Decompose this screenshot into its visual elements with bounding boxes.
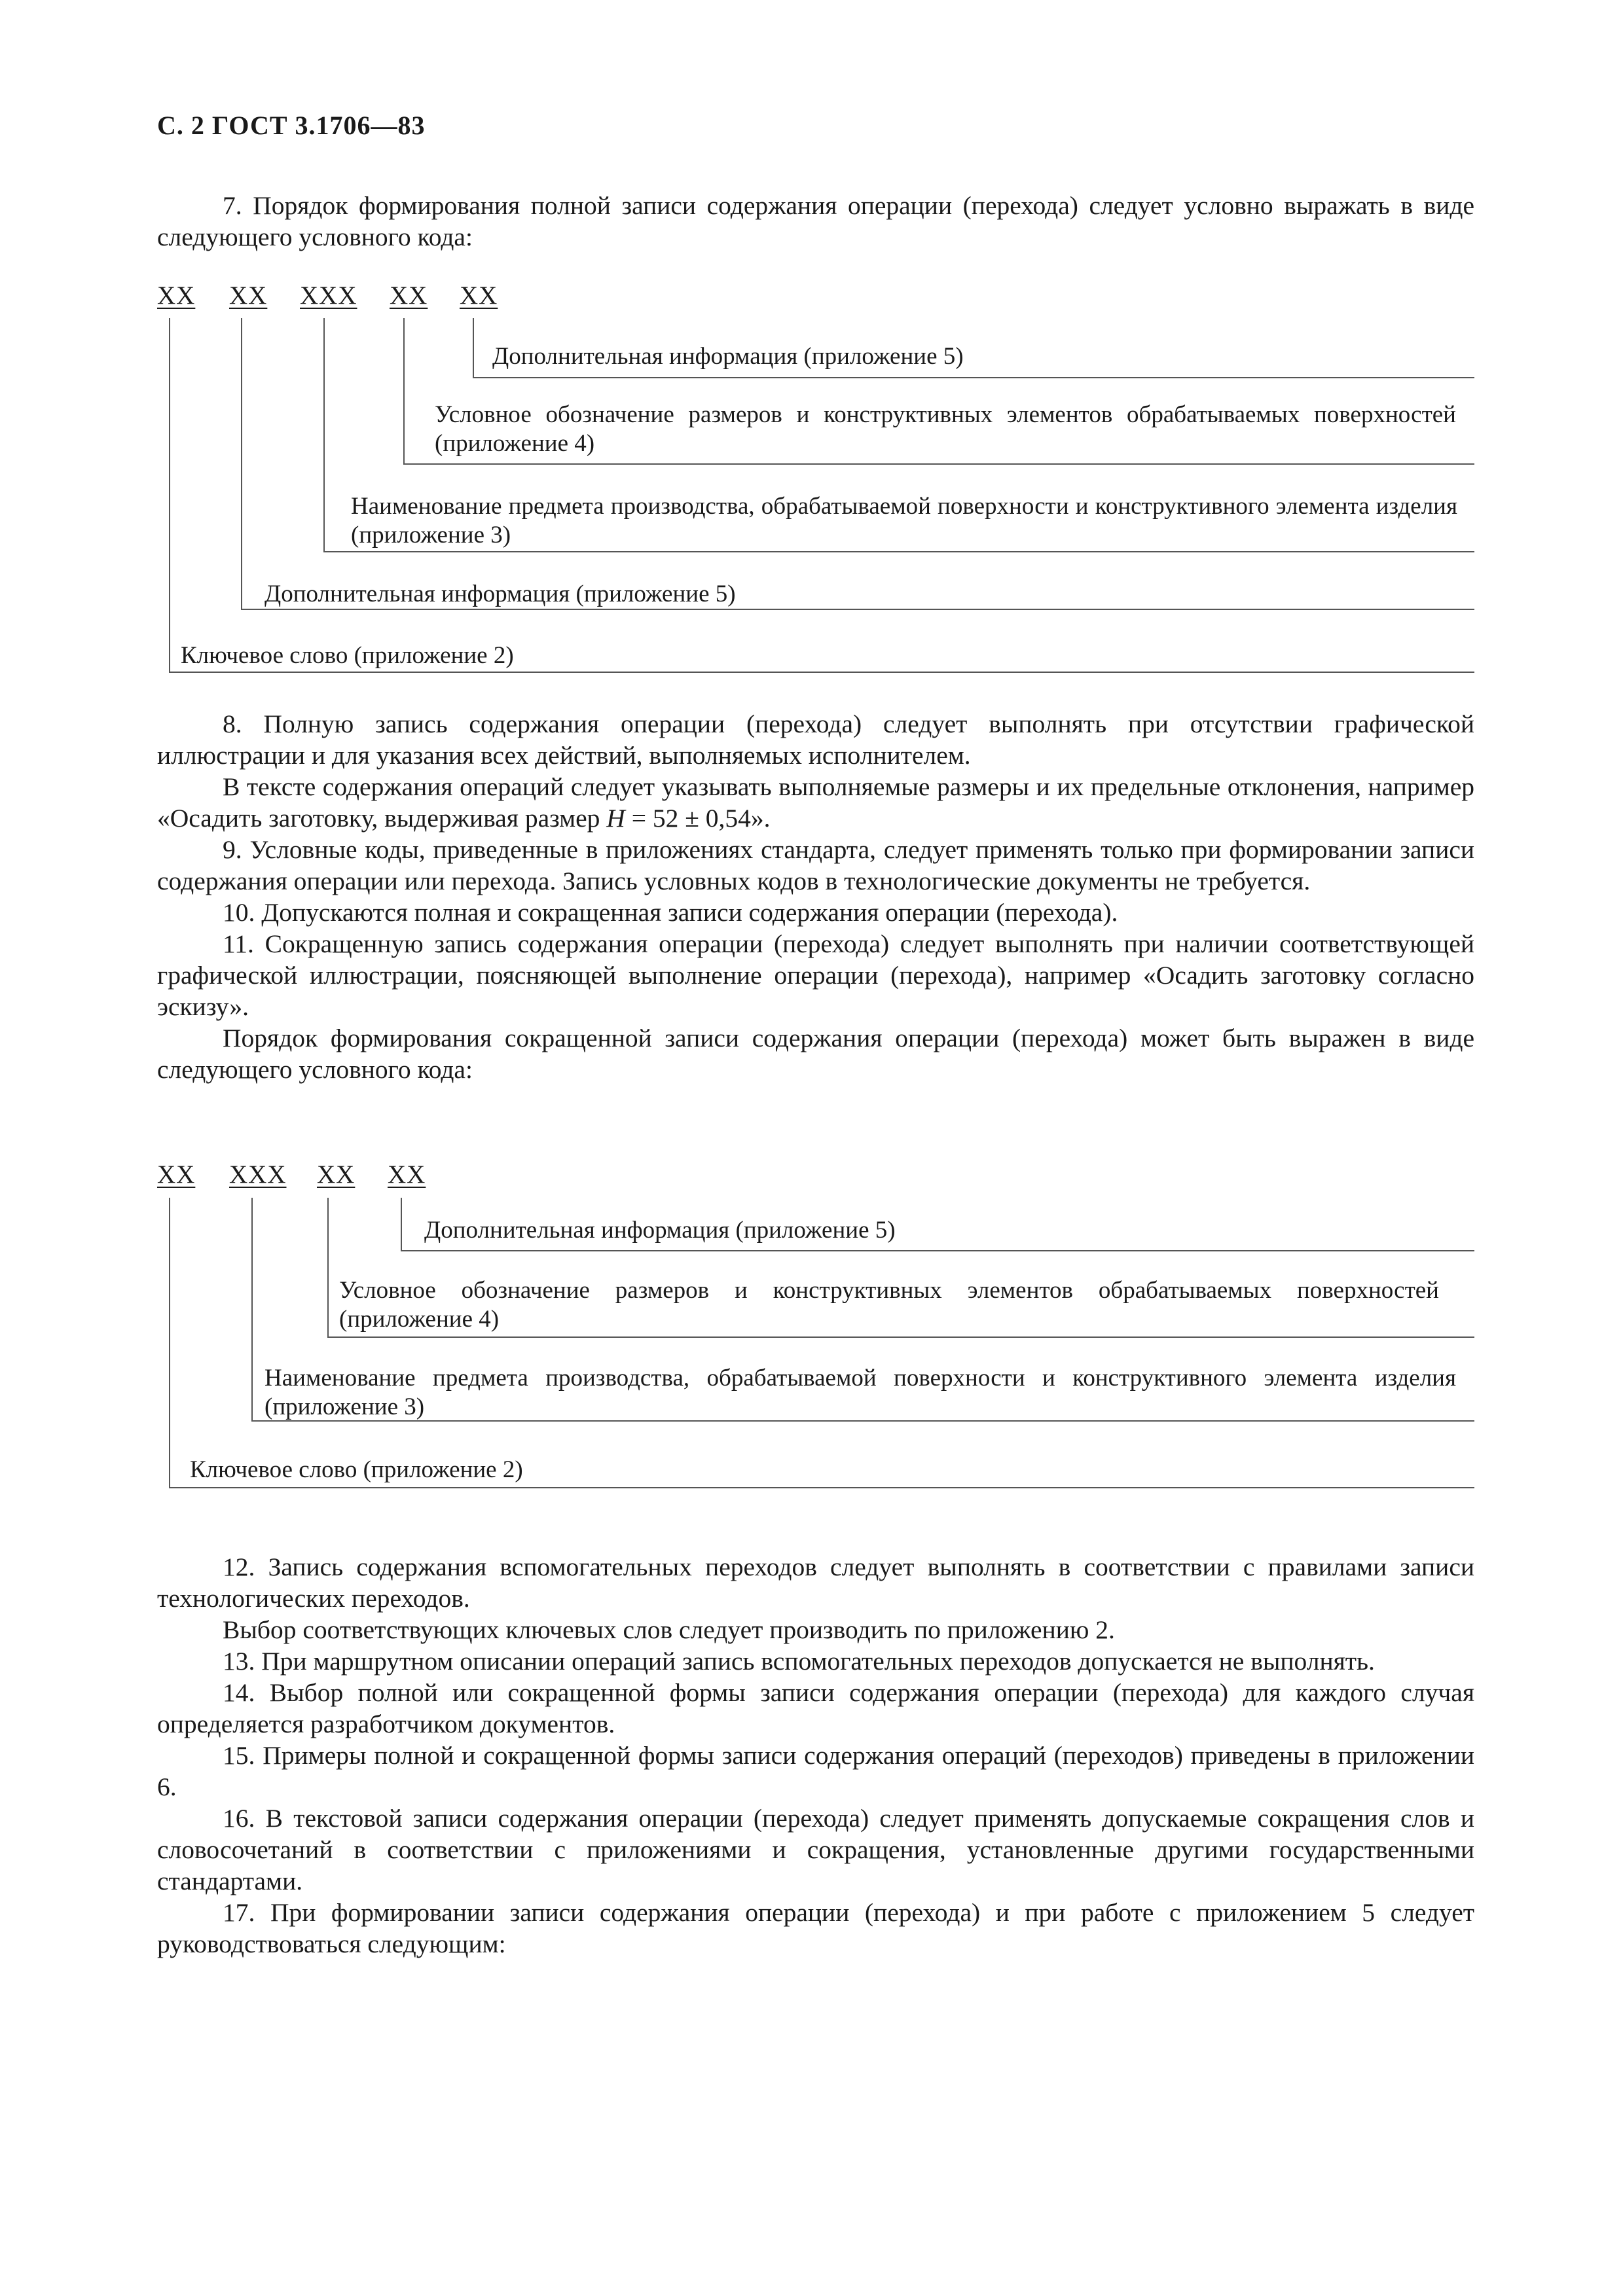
label-dimensions: Условное обозначение размеров и конструктивных элементов обрабатываемых поверхностей (приложение 4) bbox=[435, 401, 1456, 457]
label-additional-info: Дополнительная информация (приложение 5) bbox=[264, 581, 736, 607]
connector-line bbox=[403, 318, 405, 463]
paragraph-8: 8. Полную запись содержания операции (перехода) следует выполнять при отсутствии графической иллюстрации и для указания всех действий, выполняемых исполнителем. bbox=[157, 709, 1474, 770]
code-1: ХХ bbox=[157, 1160, 196, 1189]
paragraph-7-block bbox=[157, 190, 1474, 253]
connector-line bbox=[473, 318, 474, 377]
code-4: ХХ bbox=[388, 1160, 426, 1189]
paragraph-17: 17. При формировании записи содержания операции (перехода) и при работе с приложением 5 следует руководствоваться следующим: bbox=[157, 1898, 1474, 1958]
connector-line bbox=[251, 1198, 253, 1420]
connector-line bbox=[327, 1198, 329, 1336]
code-1: ХХ bbox=[157, 281, 196, 310]
paragraph-15: 15. Примеры полной и сокращенной формы записи содержания операций (переходов) приведены в приложении 6. bbox=[157, 1741, 1474, 1801]
connector-line bbox=[473, 377, 1474, 378]
connector-line bbox=[169, 1487, 1474, 1488]
paragraph-13: 13. При маршрутном описании операций запись вспомогательных переходов допускается не выполнять. bbox=[223, 1647, 1375, 1676]
connector-line bbox=[401, 1198, 402, 1250]
paragraph-12: 12. Запись содержания вспомогательных переходов следует выполнять в соответствии с правилами записи технологических переходов. bbox=[157, 1552, 1474, 1613]
connector-line bbox=[241, 318, 242, 609]
label-additional-info: Дополнительная информация (приложение 5) bbox=[424, 1217, 896, 1244]
code-5: ХХ bbox=[460, 281, 498, 310]
paragraph-7: 7. Порядок формирования полной записи содержания операции (перехода) следует условно выражать в виде следующего условного кода: bbox=[157, 191, 1474, 251]
code-3: ХХХ bbox=[300, 281, 357, 310]
paragraph-8b: В тексте содержания операций следует указывать выполняемые размеры и их предельные отклонения, например «Осадить заготовку, выдерживая размер H = 52 ± 0,54». bbox=[157, 772, 1474, 833]
connector-line bbox=[327, 1336, 1474, 1338]
connector-line bbox=[241, 609, 1474, 610]
connector-line bbox=[403, 463, 1474, 465]
paragraphs-8-11 bbox=[157, 708, 1474, 1085]
connector-line bbox=[401, 1250, 1474, 1251]
code-2: ХХ bbox=[229, 281, 268, 310]
connector-line bbox=[169, 318, 170, 672]
paragraph-11: 11. Сокращенную запись содержания операции (перехода) следует выполнять при наличии соответствующей графической иллюстрации, поясняющей выполнение операции (перехода), например «Осадить заготовку согласно эскизу». bbox=[157, 929, 1474, 1021]
variable-h: H bbox=[606, 804, 625, 833]
connector-line bbox=[169, 1198, 170, 1487]
paragraphs-12-17 bbox=[157, 1551, 1474, 1960]
paragraph-12b: Выбор соответствующих ключевых слов следует производить по приложению 2. bbox=[223, 1615, 1115, 1644]
connector-line bbox=[169, 672, 1474, 673]
page-header: С. 2 ГОСТ 3.1706—83 bbox=[157, 111, 426, 140]
paragraph-10: 10. Допускаются полная и сокращенная записи содержания операции (перехода). bbox=[223, 898, 1118, 927]
paragraph-14: 14. Выбор полной или сокращенной формы записи содержания операции (перехода) для каждого случая определяется разработчиком документов. bbox=[157, 1678, 1474, 1738]
label-additional-info: Дополнительная информация (приложение 5) bbox=[492, 343, 964, 370]
paragraph-16: 16. В текстовой записи содержания операции (перехода) следует применять допускаемые сокращения слов и словосочетаний в соответствии с приложениями и сокращения, установленные другими государственными стандартами. bbox=[157, 1804, 1474, 1895]
connector-line bbox=[323, 318, 325, 551]
label-subject-name: Наименование предмета производства, обрабатываемой поверхности и конструктивного элемента изделия (приложение 3) bbox=[264, 1365, 1456, 1420]
label-subject-name: Наименование предмета производства, обрабатываемой поверхности и конструктивного элемента изделия (приложение 3) bbox=[351, 493, 1457, 548]
label-keyword: Ключевое слово (приложение 2) bbox=[181, 642, 514, 669]
code-2: ХХХ bbox=[229, 1160, 287, 1189]
code-3: ХХ bbox=[317, 1160, 356, 1189]
label-dimensions: Условное обозначение размеров и конструктивных элементов обрабатываемых поверхностей (приложение 4) bbox=[339, 1277, 1439, 1333]
code-4: ХХ bbox=[390, 281, 428, 310]
paragraph-11b: Порядок формирования сокращенной записи содержания операции (перехода) может быть выражен в виде следующего условного кода: bbox=[157, 1024, 1474, 1084]
paragraph-9: 9. Условные коды, приведенные в приложениях стандарта, следует применять только при формировании записи содержания операции или перехода. Запись условных кодов в технологические документы не требуется. bbox=[157, 835, 1474, 895]
label-keyword: Ключевое слово (приложение 2) bbox=[190, 1456, 523, 1483]
connector-line bbox=[323, 551, 1474, 552]
